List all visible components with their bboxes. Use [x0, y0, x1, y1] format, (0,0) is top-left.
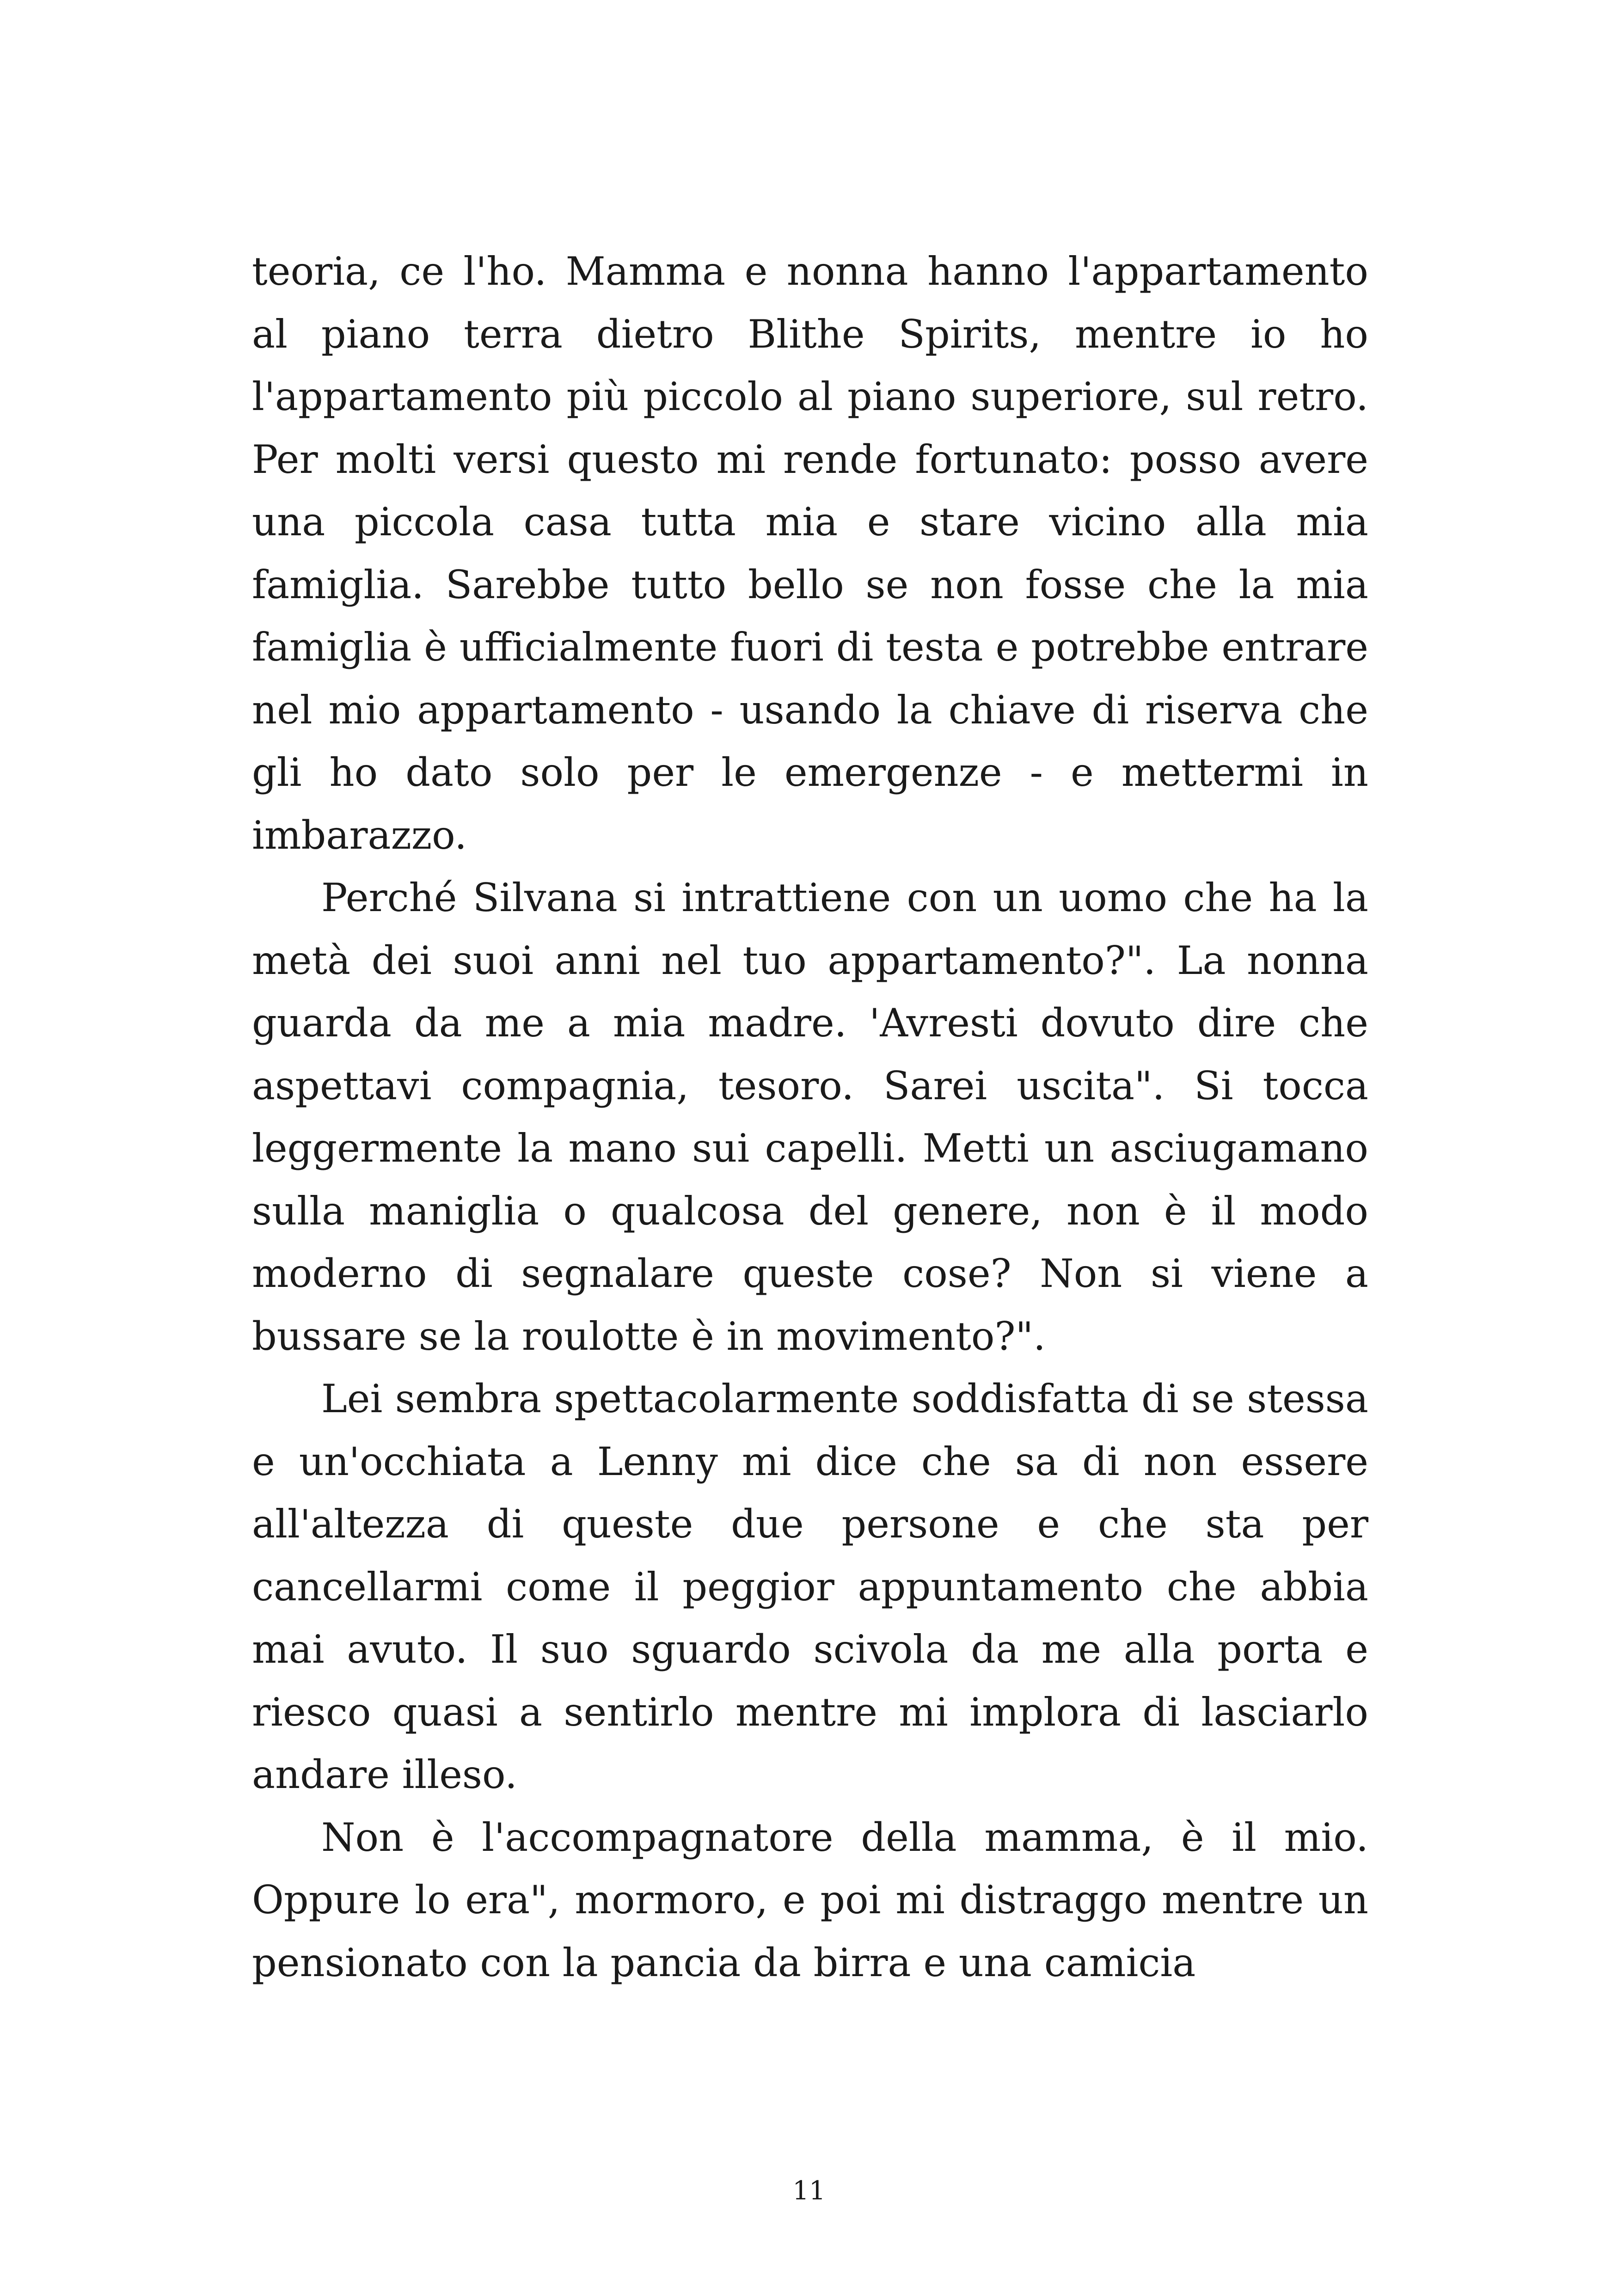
paragraph-3: Lei sembra spettacolarmente soddisfatta di se stessa e un'occhiata a Lenny mi dice che sa di non essere all'altezza di queste due persone e che sta per cancellarmi come il peggior appuntamento che abbia mai avuto. Il suo sguardo scivola da me alla porta e riesco quasi a sentirlo mentre mi implora di lasciarlo andare illeso.: [252, 1376, 1368, 1797]
page-number: 11: [792, 2176, 826, 2206]
paragraph-4: Non è l'accompagnatore della mamma, è il mio. Oppure lo era", mormoro, e poi mi distraggo mentre un pensionato con la pancia da birra e una camicia: [252, 1814, 1368, 1985]
paragraph-1: teoria, ce l'ho. Mamma e nonna hanno l'appartamento al piano terra dietro Blithe Spirits, mentre io ho l'appartamento più piccolo al piano superiore, sul retro. Per molti versi questo mi rende fortunato: posso avere una piccola casa tutta mia e stare vicino alla mia famiglia. Sarebbe tutto bello se non fosse che la mia famiglia è ufficialmente fuori di testa e potrebbe entrare nel mio appartamento - usando la chiave di riserva che gli ho dato solo per le emergenze - e mettermi in imbarazzo.: [252, 249, 1368, 858]
paragraph-2: Perché Silvana si intrattiene con un uomo che ha la metà dei suoi anni nel tuo appartamento?". La nonna guarda da me a mia madre. 'Avresti dovuto dire che aspettavi compagnia, tesoro. Sarei uscita". Si tocca leggermente la mano sui capelli. Metti un asciugamano sulla maniglia o qualcosa del genere, non è il modo moderno di segnalare queste cose? Non si viene a bussare se la roulotte è in movimento?".: [252, 875, 1368, 1359]
body-text: [252, 240, 1368, 1994]
